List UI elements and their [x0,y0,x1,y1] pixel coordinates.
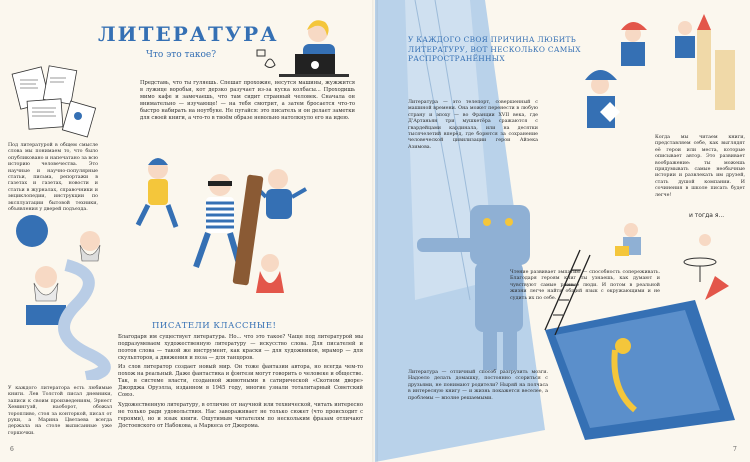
paragraph-2: Благодаря им существует литература. Но... что это такое? Чаще под литературой мы подразумеваем художественную литературу — искусство слова. Для писателей и поэтов слова — такой же инструмент, как краски — для художников, мрамор — для скульпторов, а движения и поза — для танцоров. [118,334,363,362]
sidebar-note: Под литературой в общем смысле слова мы понимаем то, что было опубликовано и напечатано за всю историю человечества. Это научные и научно-популярные статьи, письма, репортажи в газетах и газетах, новости и статьи в журналах, справочники и энциклопедии, инструкции по эксплуатации бытовой техники, объявления у дверей подъезда. [8,143,98,213]
paragraph-3: Из слов литератор создает новый мир. Он тоже фантазии автора, но всегда чем-то похож на реальный. Даже фантастика и фэнтези могут говорить о человеке и обществе. Так, в системе власти, созданной животными в сатирической «Скотном дворе» Джорджа Оруэлла, изданном в 1945 году, многие узнали тоталитарный Советский Союз. [118,364,363,399]
paragraph-4: Художественную литературу, в отличие от научной или технической, читать интересно не только ради удовольствия. Нас завораживает не только сюжет (что происходит с героями), но и язык книги. Ощутимым читателям по нескольким фразам отличают Достоевского от Набокова, а Маркеса от Джерома. [118,402,363,430]
section-heading: ПИСАТЕЛИ КЛАССНЫЕ! [152,321,277,331]
book-gutter [372,0,378,462]
page-number-left: 6 [10,446,14,453]
page-number-right: 7 [733,446,737,453]
page-subtitle: Что это такое? [146,50,217,60]
illustration-caption: У каждого литератора есть любимые книги. Лев Толстой писал дневники, записи к своим произведениям, Эрнест Хемингуэй, наоборот, обожал торопливо, стоя за конторкой, писал от руки, а Марина Цветаева всегда держала на столе выписанные уже горшочки. [8,386,112,436]
intro-text: Представь, что ты гуляешь. Спешат прохожие, несутся машины, жужжится в лужице воробьи, кот дерзко разучает из-за куска колбасы... Проходишь мимо кафе и замечаешь, что там сидит странный человек. Сначала он внимательно — изучающе! — на тебя смотрит, а затем бросается что-то быстро набирать на ноутбуке. Не пугайся: это писатель и он делает заметки для своей книги, а что-то в твоём образе невольно натолкнуло его на идею. [140,80,355,122]
right-heading: У КАЖДОГО СВОЯ ПРИЧИНА ЛЮБИТЬ ЛИТЕРАТУРУ, ВОТ НЕСКОЛЬКО САМЫХ РАСПРОСТРАНЁННЫХ [408,35,581,63]
teleport-text: Литература — это телепорт, совершенный с машиной времени. Она может перенести в любую страну и эпоху — во Франции XVII века, где Д'Артаньян три мушкетёра сражаются с гвардейцами кардинала, или на десятки тысячелетий вперёд, где борются за сохранение человеческой цивилизации герои Айзека Азимова. [408,100,538,150]
imagination-text: Когда мы читаем книги, представляем себе, как выглядят её герои или места, которые описывает автор. Это развивает воображение: ты можешь придумывать самые необычные истории и развлекать им друзей, стать душой компании. И сочинения в школе писать будет легче! [655,135,745,198]
papers-illustration [6,60,106,140]
page-title: ЛИТЕРАТУРА [98,22,279,46]
writers-dancing-illustration [120,145,320,295]
mind-text: Литература — отличный способ разгрузить мозги. Надоело делать домашку, постоянно ссориться с друзьями, не понимают родители? Ныряй на полчаса в интересную книгу — и жизнь покажется веселее, а проблемы — вполне решаемыми. [408,370,548,401]
right-page [375,0,750,462]
empathy-text: Чтение развивает эмпатию — способность сопереживать. Благодаря героям книг ты узнаешь, как думают и чувствуют самые разные люди. И потом в реальной жизни легче найти общий язык с окружающими и не судить их по себе. [510,270,660,301]
writer-illustration [255,10,355,82]
sticker-text: и тогда я... [689,212,725,219]
tolstoy-illustration [6,205,116,380]
